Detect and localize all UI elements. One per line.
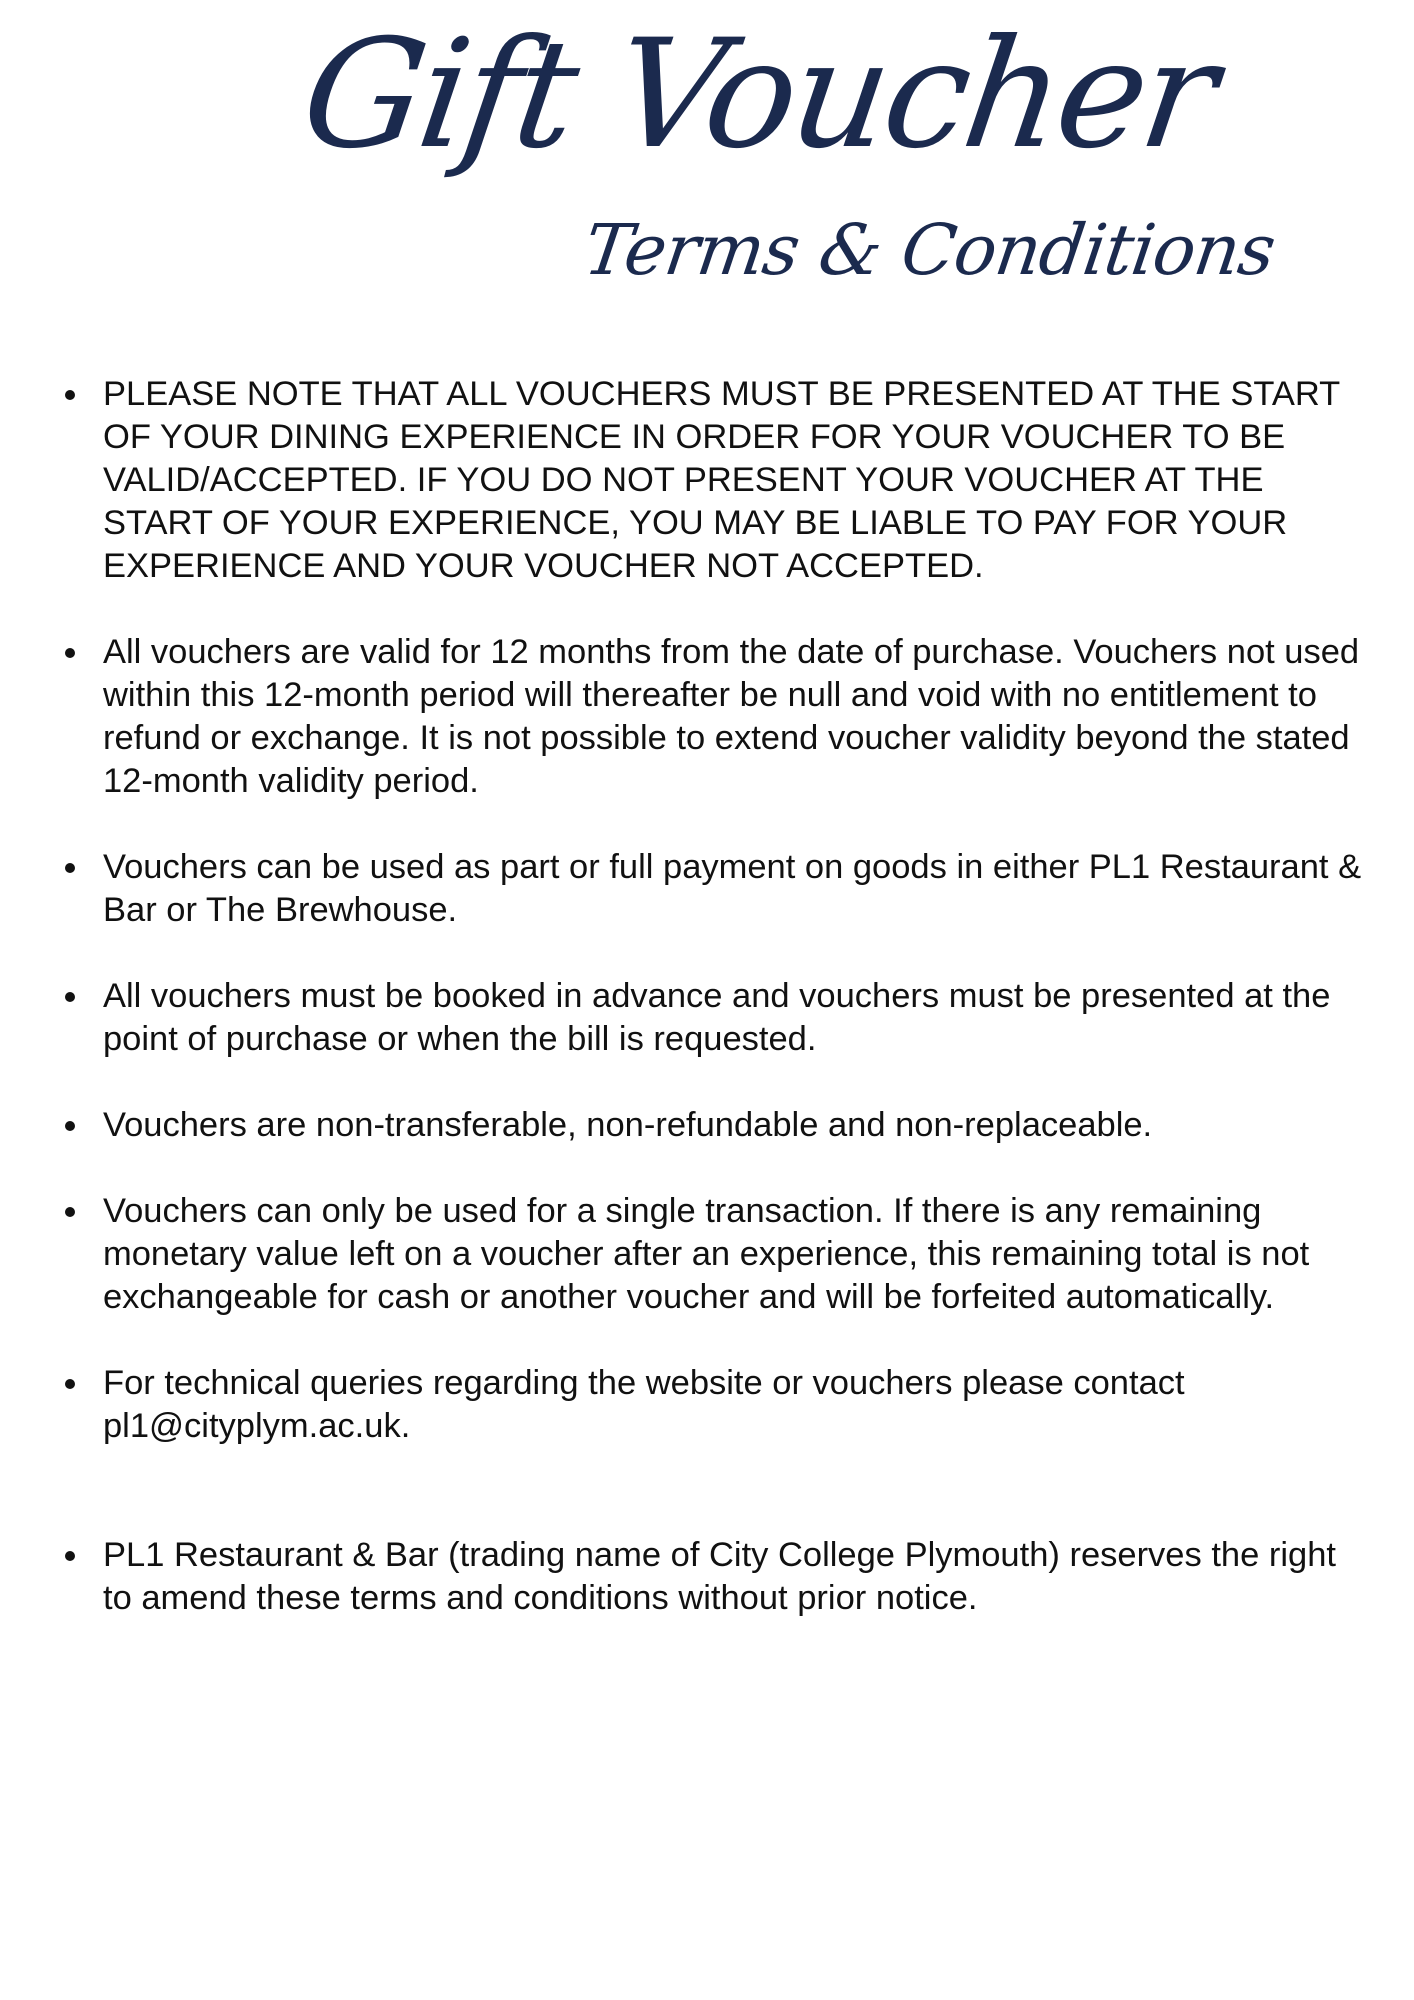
term-item-amendments [0, 1534, 1414, 1620]
bullet-icon [65, 1121, 75, 1131]
term-text: PLEASE NOTE THAT ALL VOUCHERS MUST BE PRESENTED AT THE START OF YOUR DINING EXPERIENCE IN ORDER FOR YOUR VOUCHER TO BE VALID/ACCEPTED. IF YOU DO NOT PRESENT YOUR VOUCHER AT THE START OF YOUR EXPERIENCE, YOU MAY BE LIABLE TO PAY FOR YOUR EXPERIENCE AND YOUR VOUCHER NOT ACCEPTED. [103, 375, 1340, 585]
bullet-icon [65, 1551, 75, 1561]
bullet-icon [65, 863, 75, 873]
term-text: All vouchers are valid for 12 months from the date of purchase. Vouchers not used within this 12-month period will thereafter be null and void with no entitlement to refund or exchange. It is not possible to extend voucher validity beyond the stated 12-month validity period. [103, 633, 1360, 800]
document-subtitle: Terms & Conditions [579, 209, 1280, 291]
term-text: Vouchers can be used as part or full payment on goods in either PL1 Restaurant & Bar or The Brewhouse. [103, 848, 1362, 929]
bullet-icon [65, 390, 75, 400]
bullet-icon [65, 648, 75, 658]
bullet-icon [65, 992, 75, 1002]
terms-list [0, 373, 1414, 1663]
term-item-non-transferable [0, 1104, 1414, 1147]
term-text: For technical queries regarding the website or vouchers please contact pl1@cityplym.ac.uk. [103, 1364, 1185, 1445]
term-text: Vouchers are non-transferable, non-refundable and non-replaceable. [103, 1106, 1153, 1144]
document-header [0, 0, 1414, 330]
term-item-validity [0, 631, 1414, 803]
document-title: Gift Voucher [292, 8, 1224, 182]
term-text: PL1 Restaurant & Bar (trading name of City College Plymouth) reserves the right to amend these terms and conditions without prior notice. [103, 1536, 1336, 1617]
bullet-icon [65, 1379, 75, 1389]
term-item-single-transaction [0, 1190, 1414, 1319]
bullet-icon [65, 1207, 75, 1217]
term-item-presentation [0, 373, 1414, 588]
term-item-booking [0, 975, 1414, 1061]
term-text: Vouchers can only be used for a single transaction. If there is any remaining monetary value left on a voucher after an experience, this remaining total is not exchangeable for cash or another voucher and will be forfeited automatically. [103, 1192, 1310, 1316]
term-item-payment [0, 846, 1414, 932]
term-text: All vouchers must be booked in advance and vouchers must be presented at the point of purchase or when the bill is requested. [103, 977, 1331, 1058]
term-item-contact [0, 1362, 1414, 1448]
